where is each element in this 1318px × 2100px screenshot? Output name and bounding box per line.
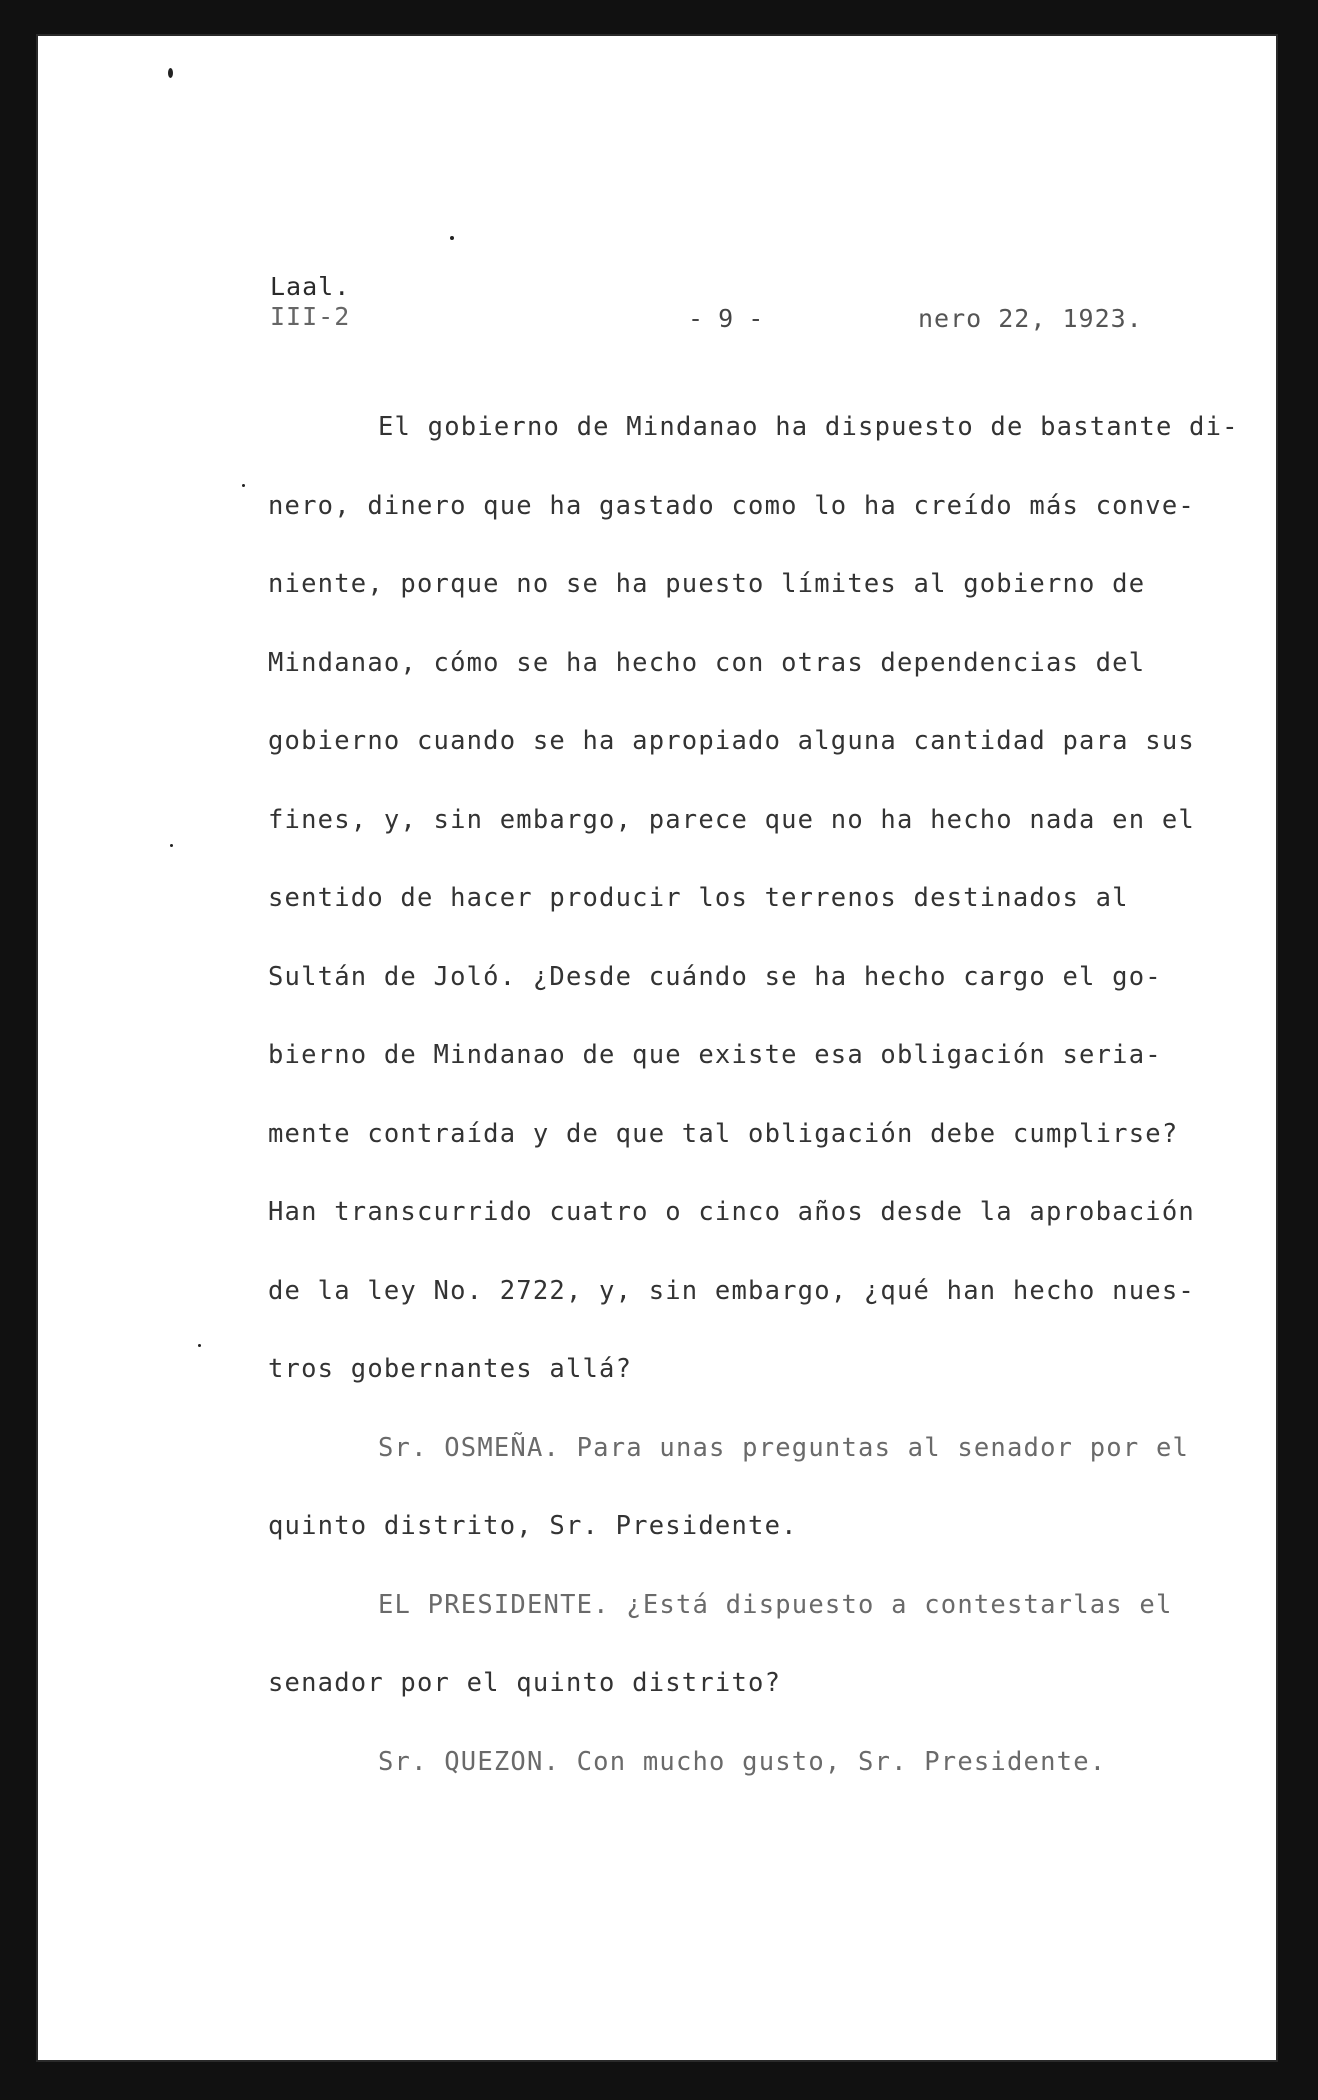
file-code: III-2: [270, 302, 351, 331]
ink-speck: [242, 484, 245, 487]
text-line: El gobierno de Mindanao ha dispuesto de bastante di-: [378, 412, 1239, 442]
speaker-line: EL PRESIDENTE. ¿Está dispuesto a contestarlas el: [378, 1589, 1173, 1620]
ink-speck: [168, 68, 173, 78]
text-line: Han transcurrido cuatro o cinco años desde la aprobación: [268, 1197, 1195, 1227]
text-line: bierno de Mindanao de que existe esa obligación seria-: [268, 1040, 1162, 1070]
text-line: niente, porque no se ha puesto límites al gobierno de: [268, 569, 1146, 599]
ink-speck: [198, 1344, 201, 1347]
ink-speck: [450, 236, 454, 240]
ink-speck: [170, 844, 173, 847]
text-line: mente contraída y de que tal obligación debe cumplirse?: [268, 1118, 1179, 1149]
text-line: quinto distrito, Sr. Presidente.: [268, 1511, 798, 1541]
document-page: [38, 36, 1276, 2060]
text-line: de la ley No. 2722, y, sin embargo, ¿qué han hecho nues-: [268, 1275, 1195, 1306]
session-date: nero 22, 1923.: [918, 304, 1143, 333]
text-line: tros gobernantes allá?: [268, 1354, 633, 1384]
text-line: senador por el quinto distrito?: [268, 1668, 782, 1698]
text-line: Sultán de Joló. ¿Desde cuándo se ha hecho cargo el go-: [268, 961, 1162, 992]
typist-initials: Laal.: [270, 272, 351, 301]
transcript-body: [268, 388, 1239, 1801]
text-line: gobierno cuando se ha apropiado alguna cantidad para sus: [268, 726, 1195, 756]
text-line: Mindanao, cómo se ha hecho con otras dependencias del: [268, 647, 1146, 678]
speaker-line: Sr. QUEZON. Con mucho gusto, Sr. Presidente.: [378, 1746, 1107, 1777]
text-line: fines, y, sin embargo, parece que no ha hecho nada en el: [268, 804, 1195, 835]
text-line: nero, dinero que ha gastado como lo ha creído más conve-: [268, 490, 1195, 521]
text-line: sentido de hacer producir los terrenos destinados al: [268, 883, 1129, 913]
speaker-line: Sr. OSMEÑA. Para unas preguntas al senador por el: [378, 1432, 1190, 1463]
page-number: - 9 -: [688, 304, 764, 333]
